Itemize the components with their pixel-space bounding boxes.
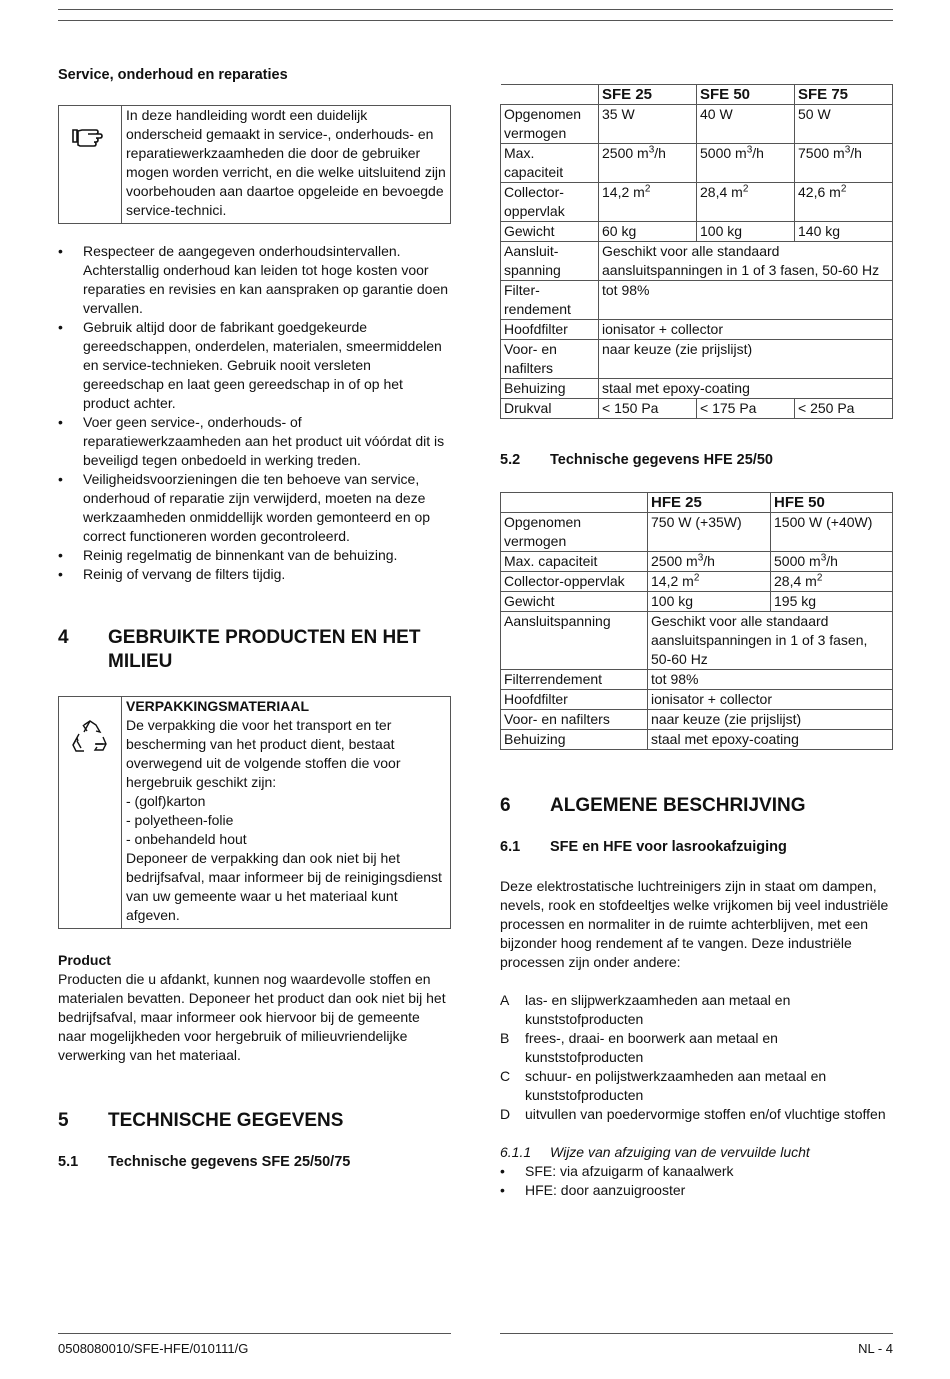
table-header: SFE 50 [697,85,795,105]
section-number: 4 [58,627,69,648]
bullet-item: • Reinig of vervang de filters tijdig. [58,565,451,584]
left-column [58,66,451,1172]
cell-value: 60 kg [599,222,697,242]
service-note-box [58,105,451,224]
cell-value: 1500 W (+40W) [771,513,893,552]
cell-value: 5000 $m^3/h$ [771,552,893,572]
top-rule-2 [58,20,893,21]
list-item [500,1105,893,1124]
row-label: Filterrendement [501,670,648,690]
table-row [501,670,893,690]
table-header-empty [501,493,648,513]
cell-value: 35 W [599,105,697,144]
list-key: C [500,1068,511,1084]
cell-value: Geschikt voor alle standaard aansluitspanningen in 1 of 3 fasen, 50-60 Hz [599,242,893,281]
packaging-item: - polyetheen-folie [126,812,234,828]
subsection-6-1-heading [500,838,893,857]
service-heading: Service, onderhoud en reparaties [58,67,288,83]
list-text: las- en slijpwerkzaamheden aan metaal en kunststofproducten [525,992,791,1027]
cell-value: 750 W (+35W) [648,513,771,552]
bullet-item: • Gebruik altijd door de fabrikant goedgekeurde gereedschappen, onderdelen, materialen, smeermiddelen en service-technieken. Gebruik nooit versleten gereedschap en laat geen gereedschap in of op het product achter. [58,318,451,413]
table-row [501,183,893,222]
extraction-bullet-list [500,1162,893,1200]
list-key: A [500,992,510,1008]
cell-value: naar keuze (zie prijslijst) [648,710,893,730]
cell-value: ionisator + collector [599,320,893,340]
table-row [501,592,893,612]
cell-value: 14,2 $m^2$ [648,572,771,592]
table-row [501,710,893,730]
packaging-item: - onbehandeld hout [126,831,247,847]
bullet-item: • Voer geen service-, onderhouds- of reparatiewerkzaamheden aan het product uit vóórdat dit is beveiligd tegen onbedoeld in werking treden. [58,413,451,470]
row-label: Gewicht [501,592,648,612]
row-label: Max. capaciteit [501,552,648,572]
section-title: GEBRUIKTE PRODUCTEN EN HET MILIEU [108,627,421,672]
subsection-5-1-heading [58,1153,451,1172]
row-label: Opgenomen vermogen [501,105,599,144]
row-label: Voor- en nafilters [501,710,648,730]
section-title: ALGEMENE BESCHRIJVING [550,795,806,816]
list-text: uitvullen van poedervormige stoffen en/of vluchtige stoffen [525,1106,886,1122]
cell-value: < 175 Pa [697,399,795,419]
cell-value: 42,6 $m^2$ [795,183,893,222]
cell-value: naar keuze (zie prijslijst) [599,340,893,379]
service-bullet-list [58,242,451,584]
process-list [500,991,893,1124]
table-row [501,281,893,320]
section-title: TECHNISCHE GEGEVENS [108,1110,344,1131]
bullet-item: • SFE: via afzuigarm of kanaalwerk [500,1162,893,1181]
table-row [501,572,893,592]
cell-value: 195 kg [771,592,893,612]
list-item [500,1029,893,1067]
cell-value: Geschikt voor alle standaard aansluitspanningen in 1 of 3 fasen, 50-60 Hz [648,612,893,670]
cell-value: 28,4 $m^2$ [771,572,893,592]
packaging-description: De verpakking die voor het transport en ter bescherming van het product dient, bestaat overwegend uit de volgende stoffen die voor hergebruik geschikt zijn: [126,717,401,790]
bullet-item: • Reinig regelmatig de binnenkant van de behuizing. [58,546,451,565]
table-header: HFE 25 [648,493,771,513]
cell-value: 100 kg [648,592,771,612]
row-label: Behuizing [501,379,599,399]
section-6-heading [500,794,893,818]
row-label: Aansluitspanning [501,612,648,670]
row-label: Max. capaciteit [501,144,599,183]
cell-value: tot 98% [648,670,893,690]
product-heading: Product [58,952,111,968]
cell-value: tot 98% [599,281,893,320]
cell-value: < 150 Pa [599,399,697,419]
subsection-title: Wijze van afzuiging van de vervuilde lucht [550,1144,810,1160]
table-header: SFE 75 [795,85,893,105]
table-row [501,730,893,750]
row-label: Opgenomen vermogen [501,513,648,552]
row-label: Drukval [501,399,599,419]
subsection-number: 5.2 [500,452,521,468]
subsection-5-2-heading [500,451,893,470]
table-header: HFE 50 [771,493,893,513]
row-label: Filter-rendement [501,281,599,320]
section-5-heading [58,1109,451,1133]
cell-value: 50 W [795,105,893,144]
list-text: frees-, draai- en boorwerk aan metaal en kunststofproducten [525,1030,778,1065]
table-header-row [501,493,893,513]
section-number: 5 [58,1110,69,1131]
row-label: Hoofdfilter [501,320,599,340]
table-header-empty [501,85,599,105]
cell-value: 5000 $m^3/h$ [697,144,795,183]
table-row [501,242,893,281]
table-row [501,612,893,670]
list-key: B [500,1030,510,1046]
packaging-note-box [58,696,451,929]
table-row [501,320,893,340]
cell-value: 2500 $m^3/h$ [648,552,771,572]
row-label: Aansluit-spanning [501,242,599,281]
right-column [500,84,893,1200]
cell-value: staal met epoxy-coating [648,730,893,750]
cell-value: ionisator + collector [648,690,893,710]
subsection-number: 6.1.1 [500,1144,532,1160]
table-row [501,690,893,710]
packaging-item: - (golf)karton [126,793,206,809]
table-row [501,379,893,399]
list-item [500,991,893,1029]
row-label: Collector-oppervlak [501,183,599,222]
bullet-item: • HFE: door aanzuigrooster [500,1181,893,1200]
row-label: Voor- en nafilters [501,340,599,379]
bullet-item: • Respecteer de aangegeven onderhoudsintervallen. Achterstallig onderhoud kan leiden tot hoge kosten voor reparaties en revisies en kan aanspraken op garantie doen vervallen. [58,242,451,318]
list-text: schuur- en polijstwerkzaamheden aan metaal en kunststofproducten [525,1068,827,1103]
table-row [501,144,893,183]
cell-value: 14,2 $m^2$ [599,183,697,222]
table-header-row [501,85,893,105]
section-number: 6 [500,795,511,816]
list-item [500,1067,893,1105]
packaging-text [122,697,450,928]
subsection-title: Technische gegevens SFE 25/50/75 [108,1154,351,1170]
subsection-number: 5.1 [58,1154,79,1170]
footer-doc-code: 0508080010/SFE-HFE/010111/G [58,1341,249,1356]
recycle-icon [59,697,122,928]
footer-page-number: NL - 4 [858,1341,893,1356]
table-row [501,340,893,379]
service-note-text: In deze handleiding wordt een duidelijk onderscheid gemaakt in service-, onderhouds- en reparatiewerkzaamheden die door de gebruiker mogen worden verricht, en die welke uitsluitend zijn voorbehouden aan daartoe opgeleide en bevoegde service-technici. [126,107,446,218]
footer-rule-right [500,1333,893,1334]
subsection-6-1-1-heading [500,1143,893,1162]
cell-value: < 250 Pa [795,399,893,419]
subsection-title: Technische gegevens HFE 25/50 [550,452,773,468]
pointing-hand-icon [59,106,122,223]
subsection-number: 6.1 [500,839,521,855]
row-label: Collector-oppervlak [501,572,648,592]
table-row [501,105,893,144]
cell-value: 7500 $m^3/h$ [795,144,893,183]
table-row [501,552,893,572]
row-label: Behuizing [501,730,648,750]
packaging-disposal-text: Deponeer de verpakking dan ook niet bij het bedrijfsafval, maar informeer bij de reinigingsdienst van uw gemeente waar u het materiaal kunt afgeven. [126,850,442,923]
cell-value: 100 kg [697,222,795,242]
table-row [501,222,893,242]
cell-value: 140 kg [795,222,893,242]
cell-value: 40 W [697,105,795,144]
footer-rule-left [58,1333,451,1334]
subsection-title: SFE en HFE voor lasrookafzuiging [550,839,787,855]
bullet-item: • Veiligheidsvoorzieningen die ten behoeve van service, onderhoud of reparatie zijn verwijderd, moeten na deze werkzaamheden onmiddellijk worden gemonteerd en op correct functioneren worden gecontroleerd. [58,470,451,546]
cell-value: staal met epoxy-coating [599,379,893,399]
section-6-intro: Deze elektrostatische luchtreinigers zijn in staat om dampen, nevels, rook en stofdeeltjes welke vrijkomen bij veel industriële processen en normaliter in de ruimte achterblijven, met een bijzonder hoog rendement af te vangen. Deze industriële processen zijn onder andere: [500,878,889,970]
packaging-heading: VERPAKKINGSMATERIAAL [126,698,310,714]
hfe-spec-table [500,492,893,750]
list-key: D [500,1106,511,1122]
table-row [501,399,893,419]
cell-value: 2500 $m^3/h$ [599,144,697,183]
section-4-heading [58,626,451,674]
row-label: Gewicht [501,222,599,242]
table-row [501,513,893,552]
row-label: Hoofdfilter [501,690,648,710]
table-header: SFE 25 [599,85,697,105]
top-rule [58,9,893,10]
sfe-spec-table [500,84,893,419]
cell-value: 28,4 $m^2$ [697,183,795,222]
product-text: Producten die u afdankt, kunnen nog waardevolle stoffen en materialen bevatten. Deponeer het product dan ook niet bij het bedrijfsafval, maar informeer ook hiervoor bij de gemeente naar mogelijkheden voor hergebruik of milieuvriendelijke verwerking van het materiaal. [58,971,446,1063]
